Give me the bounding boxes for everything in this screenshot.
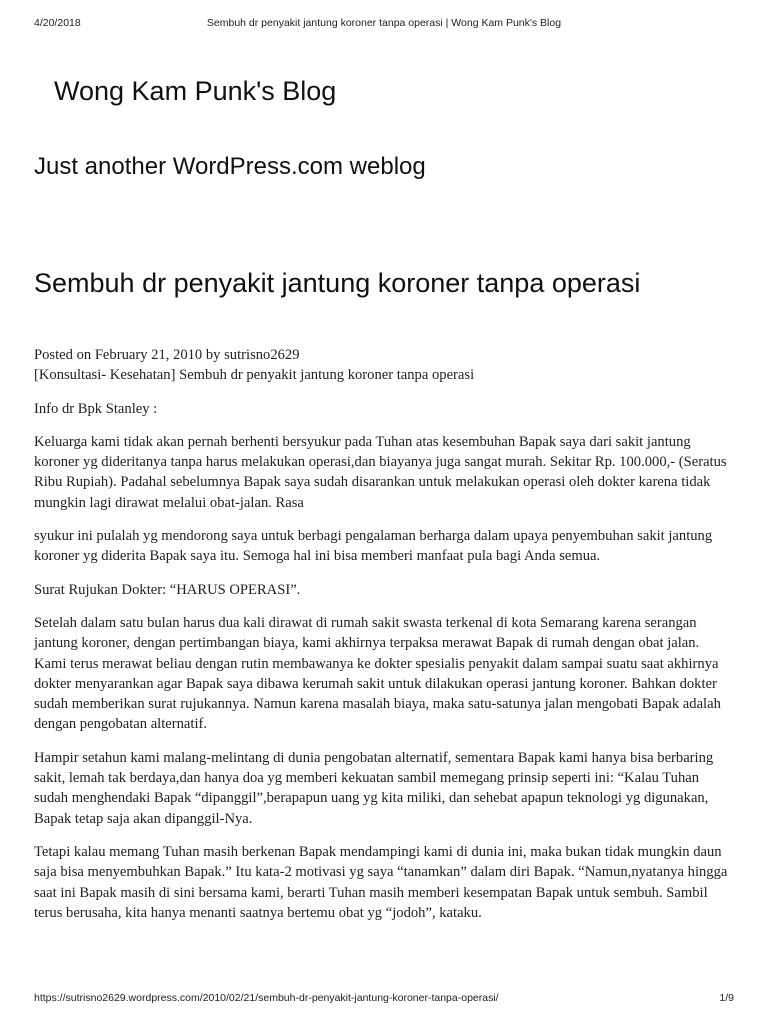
post-paragraph: Tetapi kalau memang Tuhan masih berkenan Bapak mendampingi kami di dunia ini, maka bukan tidak mungkin daun saja bisa menyembuhkan Bapak.” Itu kata-2 motivasi yg saya “tanamkan” dalam diri Bapak. “Namun,nyatanya hingga saat ini Bapak masih di sini bersama kami, berarti Tuhan masih memberi kesempatan Bapak untuk sembuh. Sambil terus berusaha, kita hanya menanti saatnya bertemu obat yg “jodoh”, kataku. <box>34 843 728 921</box>
post-body <box>34 345 734 936</box>
post-paragraph: Info dr Bpk Stanley : <box>34 400 158 417</box>
post-meta <box>34 345 734 365</box>
category-line: [Konsultasi- Kesehatan] Sembuh dr penyakit jantung koroner tanpa operasi <box>34 367 475 384</box>
print-page-number: 1/9 <box>719 992 734 1004</box>
blog-tagline: Just another WordPress.com weblog <box>34 153 426 180</box>
post-author-link[interactable]: sutrisno2629 <box>224 347 300 363</box>
post-paragraph: Keluarga kami tidak akan pernah berhenti bersyukur pada Tuhan atas kesembuhan Bapak saya dari sakit jantung koroner yg dideritanya tanpa harus melakukan operasi,dan biayanya juga sangat murah. Sekitar Rp. 100.000,- (Seratus Ribu Rupiah). Padahal sebelumnya Bapak saya sudah disarankan untuk melakukan operasi oleh dokter karena tidak mungkin lagi dirawat melalui obat-jalan. Rasa <box>34 433 727 511</box>
by-label: by <box>202 347 225 363</box>
post-paragraph: Hampir setahun kami malang-melintang di dunia pengobatan alternatif, sementara Bapak kami hanya bisa berbaring sakit, lemah tak berdaya,dan hanya doa yg memberi kekuatan sambil memegang prinsip seperti ini: “Kalau Tuhan sudah menghendaki Bapak “dipanggil”,berapapun uang yg kita miliki, dan sehebat apapun teknologi yg digunakan, Bapak tetap saja akan dipanggil-Nya. <box>34 749 714 827</box>
post-date-link[interactable]: February 21, 2010 <box>94 347 203 363</box>
print-url: https://sutrisno2629.wordpress.com/2010/02/21/sembuh-dr-penyakit-jantung-koroner-tanpa-operasi/ <box>34 992 499 1004</box>
blog-title-link[interactable]: Wong Kam Punk's Blog <box>54 76 337 106</box>
print-page-title: Sembuh dr penyakit jantung koroner tanpa operasi | Wong Kam Punk's Blog <box>206 17 562 29</box>
post-paragraph: Setelah dalam satu bulan harus dua kali dirawat di rumah sakit swasta terkenal di kota Semarang karena serangan jantung koroner, dengan pertimbangan biaya, kami akhirnya terpaksa merawat Bapak di rumah dengan obat jalan. Kami terus merawat beliau dengan rutin membawanya ke dokter spesialis penyakit dalam sampai suatu saat akhirnya dokter menyarankan agar Bapak saya dibawa kerumah sakit untuk dilakukan operasi jantung koroner. Bahkan dokter sudah memberikan surat rujukannya. Namun karena masalah biaya, maka satu-satunya jalan mengobati Bapak adalah dengan pengobatan alternatif. <box>34 614 721 733</box>
post-title: Sembuh dr penyakit jantung koroner tanpa operasi <box>34 268 641 298</box>
posted-on-label: Posted on <box>34 347 95 363</box>
post-paragraph: Surat Rujukan Dokter: “HARUS OPERASI”. <box>34 581 301 598</box>
post-paragraph: syukur ini pulalah yg mendorong saya untuk berbagi pengalaman berharga dalam upaya penyembuhan sakit jantung koroner yg diderita Bapak saya itu. Semoga hal ini bisa memberi manfaat pula bagi Anda semua. <box>34 528 713 565</box>
print-date: 4/20/2018 <box>34 17 81 29</box>
